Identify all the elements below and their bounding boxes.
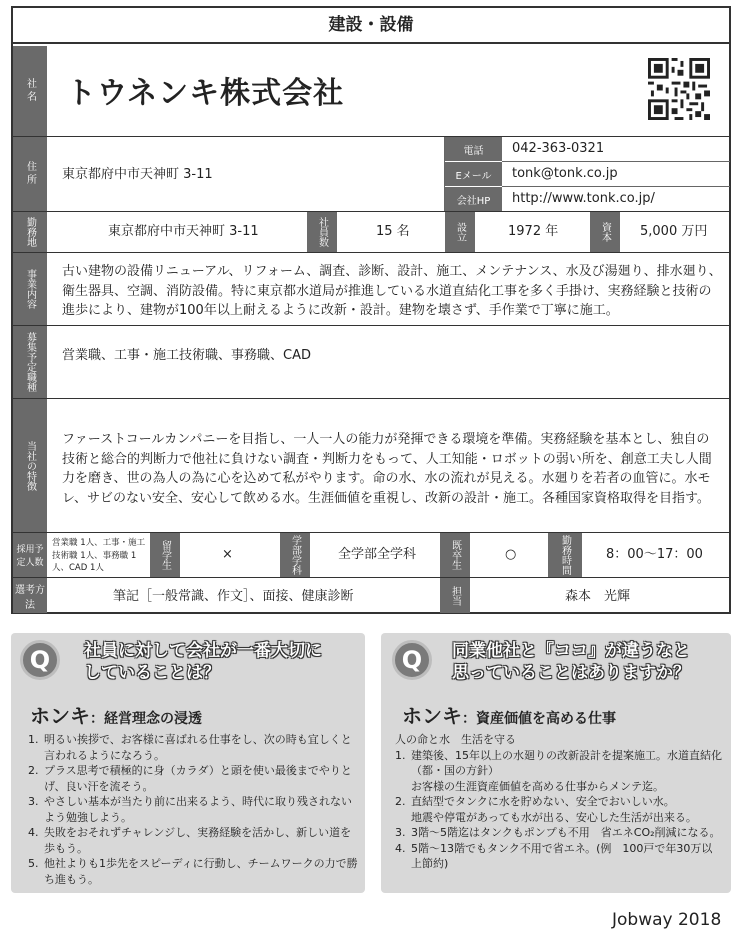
q1-question: 社員に対して会社が一番大切に していることは？	[84, 641, 322, 683]
list-item: 5. 他社よりも1歩先をスピーディに行動し、チームワークの力で勝ち進もう。	[28, 857, 358, 886]
address: 東京都府中市天神町 3-11	[62, 167, 213, 182]
label-hours: 勤務時間	[548, 533, 582, 577]
label-hires: 採用予定人数	[13, 533, 47, 577]
label-company-name: 社名	[13, 46, 47, 136]
list-item: 地震や停電があっても水が出る、安心した生活が出来る。	[411, 810, 697, 824]
hours-value: 8：00～17：00	[606, 547, 703, 562]
employees: 15 名	[376, 224, 410, 239]
divider	[11, 577, 731, 578]
category-header: 建設・設備	[11, 6, 731, 44]
q2-answer-list	[395, 732, 723, 872]
q1-mark-icon: Q	[20, 640, 60, 680]
divider	[11, 325, 731, 326]
department-value: 全学部全学科	[338, 547, 417, 562]
divider	[502, 161, 730, 162]
label-founded: 設立	[445, 212, 475, 252]
label-address: 住所	[13, 137, 47, 211]
label-homepage: 会社HP	[445, 187, 502, 211]
list-item: お客様の生涯資産価値を高める仕事からメンテ迄。	[411, 779, 664, 793]
q2-intro: 人の命と水 生活を守る	[395, 733, 516, 746]
label-international: 留学生	[150, 533, 180, 577]
list-item: 3. 3階～5階迄はタンクもポンプも不用 省エネCO₂削減になる。	[395, 826, 721, 839]
label-email: Eメール	[445, 162, 502, 186]
tel-value: 042-363-0321	[512, 141, 605, 156]
divider	[11, 211, 731, 212]
email-link[interactable]: tonk@tonk.co.jp	[512, 166, 618, 181]
q2-answer-heading: ホンキ：資産価値を高める仕事	[402, 704, 616, 728]
label-contact: 担当	[440, 578, 470, 613]
q1-answer-heading: ホンキ：経営理念の浸透	[30, 704, 202, 728]
list-item: 4. 5階～13階でもタンク不用で省エネ。(例 100戸で年30万以上節約)	[395, 841, 713, 870]
divider	[11, 398, 731, 399]
divider	[502, 186, 730, 187]
hires: 営業職 1人、工事・施工技術職 1人、事務職 1人、CAD 1人	[52, 538, 146, 573]
divider	[11, 136, 731, 137]
homepage-link[interactable]: http://www.tonk.co.jp/	[512, 191, 655, 206]
business-description: 古い建物の設備リニューアル、リフォーム、調査、診断、設計、施工、メンテナンス、水及び湯廻り、排水廻り、衛生器具、空調、消防設備。特に東京都水道局が推進している水道直結化工事を多く手掛け、実務経験と技術の進歩により、建物が100年以上耐えるように改新・設計。建物を壊さず、手作業で丁寧に施工。	[62, 264, 722, 318]
footer-brand: Jobway 2018	[612, 910, 722, 930]
contact-value: 森本 光輝	[565, 589, 631, 604]
list-item: 3. やさしい基本が当たり前に出来るよう、時代に取り残されないよう勉強しよう。	[28, 795, 352, 824]
label-capital: 資本	[590, 212, 620, 252]
label-workplace: 勤務地	[13, 212, 47, 252]
label-features: 当社の特徴	[13, 399, 47, 532]
jobs: 営業職、工事・施工技術職、事務職、CAD	[62, 348, 311, 363]
list-item: 4. 失敗をおそれずチャレンジし、実務経験を活かし、新しい道を歩もう。	[28, 826, 352, 855]
label-business: 事業内容	[13, 253, 47, 325]
label-department: 学部学科	[280, 533, 310, 577]
graduates-value: ○	[505, 547, 517, 562]
list-item: 2. 直結型でタンクに水を貯めない、安全でおいしい水。	[395, 795, 675, 808]
list-item: 1. 建築後、15年以上の水廻りの改新設計を提案施工。水道直結化（都・国の方針）	[395, 748, 722, 777]
divider	[11, 532, 731, 533]
divider	[11, 252, 731, 253]
qr-code-icon[interactable]	[648, 58, 710, 120]
q1-answer-list	[28, 732, 358, 887]
features-description: ファーストコールカンパニーを目指し、一人一人の能力が発揮できる環境を準備。実務経験を基本とし、独自の技術と総合的判断力で他社に負けない調査・判断力をもって、人工知能・ロボットの弱い所を、創意工夫し人間力を磨き、世の為人の為に心を込めて私がやります。命の水、水の流れが見える。水廻りを若者の血管に。水モレ、サビのない安全、安心して飲める水。生涯価値を重視し、改新の設計・施工。各種国家資格取得を目指す。	[62, 432, 712, 506]
list-item: 2. プラス思考で積極的に身（カラダ）と頭を使い最後までやりとげ、良い汗を流そう。	[28, 764, 352, 793]
q2-question: 同業他社と『ココ』が違うなと 思っていることはありますか？	[452, 641, 690, 683]
list-item: 1. 明るい挨拶で、お客様に喜ばれる仕事をし、次の時も宜しくと言われるようになろう。	[28, 733, 352, 762]
selection-value: 筆記［一般常識、作文］、面接、健康診断	[113, 589, 354, 604]
company-name: トウネンキ株式会社	[66, 76, 345, 111]
international-value: ×	[222, 547, 233, 562]
label-selection: 選考方法	[13, 578, 47, 613]
label-tel: 電話	[445, 137, 502, 161]
capital: 5,000 万円	[640, 224, 708, 239]
label-graduates: 既卒生	[440, 533, 470, 577]
q2-mark-icon: Q	[392, 640, 432, 680]
workplace: 東京都府中市天神町 3-11	[108, 224, 259, 239]
label-jobs: 募集予定職種	[13, 326, 47, 398]
founded: 1972 年	[508, 224, 559, 239]
label-employees: 社員数	[307, 212, 337, 252]
